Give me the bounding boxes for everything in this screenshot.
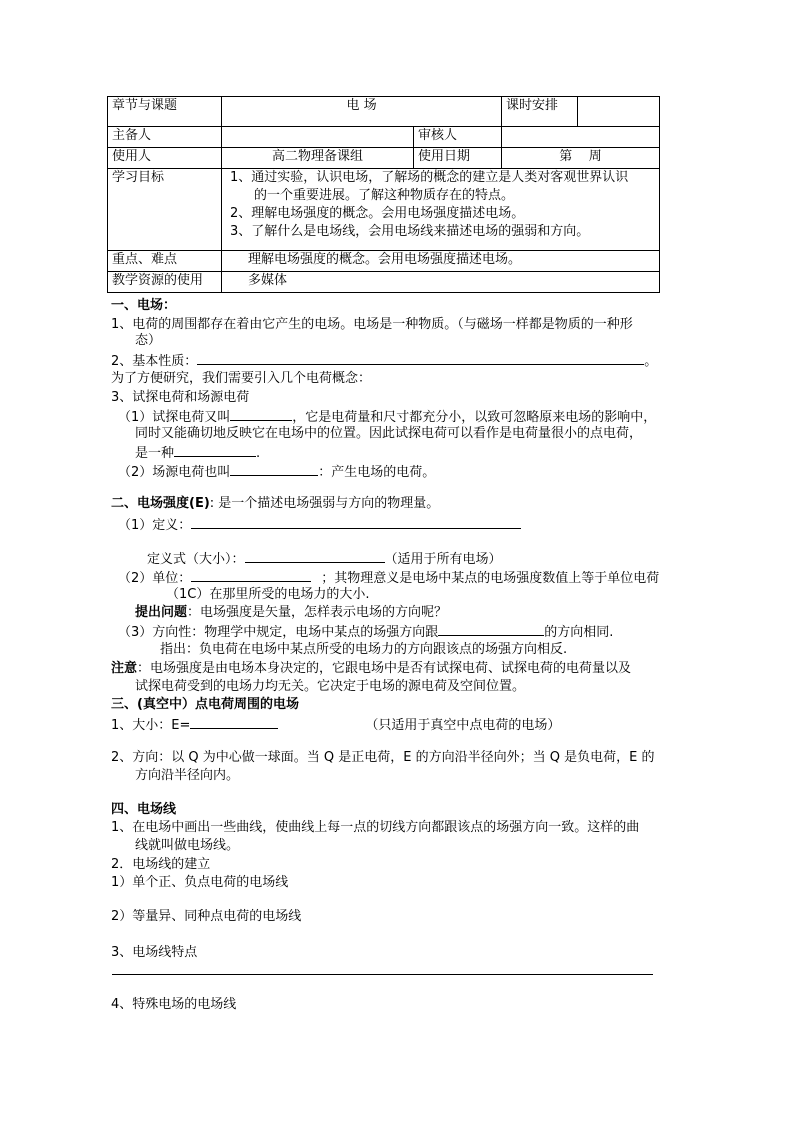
- s1-source-charge: [118, 461, 435, 482]
- section-2-subtitle: : 是一个描述电场强弱与方向的物理量。: [209, 496, 440, 511]
- blank-line[interactable]: [230, 461, 318, 476]
- s4-line: 4、特殊电场的电场线: [111, 997, 237, 1012]
- chapter-label: 章节与课题: [108, 97, 222, 127]
- section-3-title: 三、(真空中）点电荷周围的电场: [111, 697, 299, 712]
- s4-line: 3、电场线特点: [111, 945, 198, 960]
- table-row: [108, 251, 660, 272]
- user-value: 高二物理备课组: [222, 148, 414, 169]
- s4-line: 线就叫做电场线。: [135, 838, 240, 853]
- s1-label: 是一种: [135, 446, 175, 461]
- goals-label: 学习目标: [108, 169, 222, 251]
- s1-line: 为了方便研究，我们需要引入几个电荷概念：: [111, 371, 372, 386]
- blank-line[interactable]: [245, 548, 385, 563]
- preparer-value: [222, 127, 414, 148]
- s3-label: （只适用于真空中点电荷的电场）: [365, 718, 561, 733]
- table-row: [108, 272, 660, 293]
- s1-line: 3、试探电荷和场源电荷: [111, 390, 250, 405]
- hours-label: 课时安排: [502, 97, 578, 127]
- section-1-title: 一、电场：: [111, 298, 177, 313]
- s1-line: 1、电荷的周围都存在着由它产生的电场。电场是一种物质。（与磁场一样都是物质的一种形: [111, 317, 633, 332]
- table-row: [108, 148, 660, 169]
- s1-basic-property: [111, 350, 657, 371]
- table-row: [108, 97, 660, 127]
- s1-label: ：产生电场的电荷。: [318, 465, 436, 480]
- s2-formula: [147, 548, 502, 569]
- s4-line: 1）单个正、负点电荷的电场线: [111, 875, 289, 890]
- s2-label: （1）定义：: [118, 518, 192, 533]
- focus-label: 重点、难点: [108, 251, 222, 272]
- date-value: 第 周: [502, 148, 660, 169]
- s2-label: ：电场强度是矢量，怎样表示电场的方向呢？: [187, 605, 448, 620]
- s2-definition: [118, 514, 521, 535]
- blank-line[interactable]: [230, 406, 292, 421]
- blank-line[interactable]: [190, 714, 278, 729]
- blank-line[interactable]: [191, 567, 311, 582]
- s1-label: （1）试探电荷又叫: [118, 410, 231, 425]
- s2-direction: [118, 621, 613, 642]
- s1-label: （2）场源电荷也叫: [118, 465, 231, 480]
- reviewer-label: 审核人: [414, 127, 502, 148]
- blank-line[interactable]: [438, 621, 544, 636]
- goal-item: 的一个重要进展。了解这种物质存在的特点。: [254, 188, 515, 203]
- goal-item: 3、了解什么是电场线，会用电场线来描述电场的强弱和方向。: [230, 224, 590, 239]
- s3-line: 2、方向：以 Q 为中心做一球面。当 Q 是正电荷，E 的方向沿半径向外；当 Q 是负电荷，E 的: [111, 750, 655, 765]
- blank-line[interactable]: [191, 514, 521, 529]
- s2-line: 试探电荷受到的电场力均无关。它决定于电场的源电荷及空间位置。: [135, 679, 526, 694]
- goal-item: 2、理解电场强度的概念。会用电场强度描述电场。: [230, 206, 525, 221]
- reviewer-value: [502, 127, 660, 148]
- s2-question: [135, 603, 447, 622]
- focus-value: 理解电场强度的概念。会用电场强度描述电场。: [222, 251, 660, 272]
- section-2-title: [111, 494, 439, 513]
- s1-label: 2、基本性质：: [111, 354, 198, 369]
- answer-line[interactable]: [112, 974, 653, 975]
- s4-line: 2．电场线的建立: [111, 857, 211, 872]
- user-label: 使用人: [108, 148, 222, 169]
- table-row: [108, 127, 660, 148]
- lesson-info-table: [107, 96, 660, 293]
- s1-label: ，它是电荷量和尺寸都充分小，以致可忽略原来电场的影响中，: [292, 410, 657, 425]
- s2-label: ；其物理意义是电场中某点的电场强度数值上等于单位电荷: [321, 571, 660, 586]
- section-4-title: 四、电场线: [111, 802, 177, 817]
- s1-line: 同时又能确切地反映它在电场中的位置。因此试探电荷可以看作是电荷量很小的点电荷，: [135, 426, 643, 441]
- s2-label: （适用于所有电场）: [384, 552, 502, 567]
- s2-question-label: 提出问题: [135, 605, 188, 620]
- note-label: 注意: [111, 661, 138, 676]
- s1-line: 态）: [135, 333, 162, 348]
- s3-label: 1、大小：E=: [111, 718, 191, 733]
- s2-label: （3）方向性：物理学中规定，电场中某点的场强方向跟: [118, 625, 439, 640]
- preparer-label: 主备人: [108, 127, 222, 148]
- date-label: 使用日期: [414, 148, 502, 169]
- s1-label: .: [256, 446, 261, 461]
- s2-note: [111, 659, 631, 678]
- section-2-heading: 二、电场强度(E): [111, 496, 210, 511]
- s1-label: 。: [644, 354, 658, 369]
- table-row: [108, 169, 660, 251]
- s2-label: ：电场强度是由电场本身决定的，它跟电场中是否有试探电荷、试探电荷的电荷量以及: [137, 661, 632, 676]
- resources-value: 多媒体: [222, 272, 660, 293]
- blank-line[interactable]: [197, 350, 644, 365]
- goal-item: 1、通过实验，认识电场，了解场的概念的建立是人类对客观世界认识: [230, 170, 629, 185]
- s1-point-charge: [135, 442, 260, 463]
- hours-value: [578, 97, 660, 127]
- s2-line: 指出：负电荷在电场中某点所受的电场力的方向跟该点的场强方向相反.: [160, 642, 568, 657]
- topic-value: 电 场: [222, 97, 502, 127]
- s2-label: （2）单位：: [118, 571, 192, 586]
- s2-label: 的方向相同.: [544, 625, 614, 640]
- s3-size: [111, 714, 560, 735]
- goals-cell: [222, 169, 660, 251]
- s4-line: 1、在电场中画出一些曲线，使曲线上每一点的切线方向都跟该点的场强方向一致。这样的曲: [111, 820, 640, 835]
- resources-label: 教学资源的使用: [108, 272, 222, 293]
- blank-line[interactable]: [174, 442, 256, 457]
- s4-line: 2）等量异、同种点电荷的电场线: [111, 909, 302, 924]
- s3-line: 方向沿半径向内。: [135, 768, 240, 783]
- s2-label: 定义式（大小）：: [147, 552, 245, 567]
- s2-line: （1C）在那里所受的电场力的大小.: [166, 587, 370, 602]
